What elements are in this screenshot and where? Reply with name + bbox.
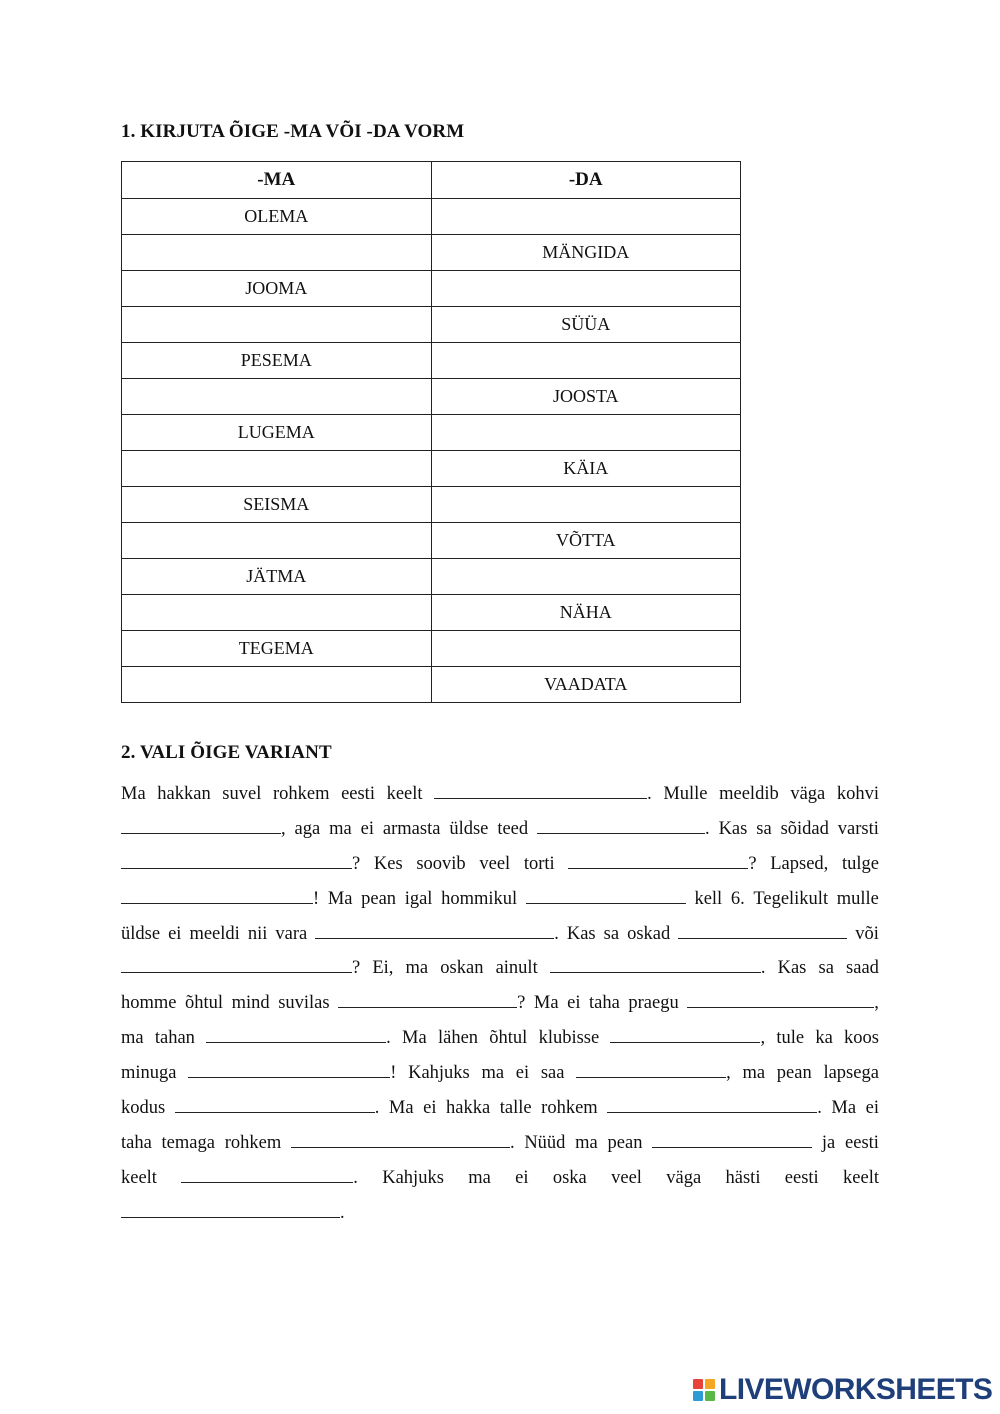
verb-cell-ma: JOOMA xyxy=(122,271,432,307)
word: hakkan xyxy=(157,784,211,804)
word: õhtul xyxy=(185,993,224,1014)
table-row xyxy=(122,667,741,703)
punctuation: ? xyxy=(748,853,757,874)
word: Ma xyxy=(533,993,559,1014)
verb-cell-ma: LUGEMA xyxy=(122,415,432,451)
logo-block-orange xyxy=(705,1379,715,1389)
text-line xyxy=(121,1196,879,1231)
word: eesti xyxy=(784,1167,819,1188)
punctuation: . xyxy=(386,1028,391,1049)
word: ei xyxy=(567,993,581,1014)
word: eesti xyxy=(845,1132,879,1153)
word: üldse xyxy=(449,818,489,839)
answer-cell-da[interactable] xyxy=(431,487,741,523)
word: eesti xyxy=(341,784,375,804)
answer-cell-ma[interactable] xyxy=(122,595,432,631)
verb-cell-ma: JÄTMA xyxy=(122,559,432,595)
verb-cell-da: MÄNGIDA xyxy=(431,235,741,271)
word: tule xyxy=(776,1028,805,1049)
answer-blank[interactable] xyxy=(576,1061,726,1078)
word: ja xyxy=(821,1132,836,1153)
answer-cell-ma[interactable] xyxy=(122,235,432,271)
word: ma xyxy=(575,1132,598,1153)
verb-cell-ma: PESEMA xyxy=(122,343,432,379)
column-header-ma: -MA xyxy=(122,162,432,199)
text-line xyxy=(121,812,879,847)
word: temaga xyxy=(161,1132,215,1153)
table-row xyxy=(122,451,741,487)
text-line xyxy=(121,882,879,917)
word: sa xyxy=(756,818,772,839)
answer-blank[interactable] xyxy=(687,991,874,1008)
text-line xyxy=(121,986,879,1021)
word: ma xyxy=(121,1028,144,1049)
verb-cell-ma: SEISMA xyxy=(122,487,432,523)
word: Ma xyxy=(388,1098,414,1119)
answer-blank[interactable] xyxy=(121,817,281,834)
logo-blocks-icon xyxy=(693,1379,715,1401)
logo-block-blue xyxy=(693,1391,703,1401)
word: taha xyxy=(121,1132,152,1153)
word: Lapsed, xyxy=(770,853,829,874)
word: oskad xyxy=(627,923,671,944)
verb-cell-da: VAADATA xyxy=(431,667,741,703)
punctuation: , xyxy=(281,818,286,839)
word: Ma xyxy=(402,1028,427,1049)
word: mind xyxy=(231,993,270,1014)
word: vara xyxy=(275,923,308,944)
word: nii xyxy=(247,923,268,944)
answer-blank[interactable] xyxy=(291,1131,510,1148)
verb-cell-ma: TEGEMA xyxy=(122,631,432,667)
verb-cell-da: JOOSTA xyxy=(431,379,741,415)
section2-title: 2. VALI ÕIGE VARIANT xyxy=(121,742,332,763)
punctuation: , xyxy=(726,1063,731,1084)
word: saa xyxy=(540,1063,565,1084)
blank-group xyxy=(568,847,756,882)
blank-group xyxy=(607,1091,822,1126)
word: Kas xyxy=(777,958,807,979)
section1-title: 1. KIRJUTA ÕIGE -MA VÕI -DA VORM xyxy=(121,121,465,142)
word: hästi xyxy=(725,1167,761,1188)
punctuation: . xyxy=(340,1202,345,1223)
liveworksheets-logo xyxy=(693,1373,992,1407)
word: väga xyxy=(790,784,826,804)
verb-forms-table xyxy=(121,161,741,703)
word: teed xyxy=(497,818,529,839)
table-row xyxy=(122,487,741,523)
word: üldse xyxy=(121,923,161,944)
answer-blank[interactable] xyxy=(188,1061,390,1078)
word: tulge xyxy=(841,853,879,874)
word: pean xyxy=(607,1132,643,1153)
blank-group xyxy=(188,1056,396,1091)
text-line xyxy=(121,951,879,986)
logo-block-green xyxy=(705,1391,715,1401)
word: Ma xyxy=(327,888,353,909)
blank-group xyxy=(291,1126,515,1161)
punctuation: ? xyxy=(352,853,361,874)
blank-group xyxy=(652,1126,812,1161)
blank-group xyxy=(121,951,360,986)
answer-cell-da[interactable] xyxy=(431,271,741,307)
answer-cell-ma[interactable] xyxy=(122,667,432,703)
word: ei xyxy=(360,818,374,839)
table-row xyxy=(122,559,741,595)
blank-group xyxy=(687,986,879,1021)
word: rohkem xyxy=(541,1098,598,1119)
word: Ma xyxy=(121,784,146,804)
table-row xyxy=(122,235,741,271)
verb-cell-da: NÄHA xyxy=(431,595,741,631)
answer-blank[interactable] xyxy=(537,817,705,834)
answer-cell-ma[interactable] xyxy=(122,307,432,343)
word: või xyxy=(855,923,879,944)
word: meeldi xyxy=(189,923,240,944)
word: lähen xyxy=(437,1028,479,1049)
fill-in-exercise xyxy=(121,777,879,1231)
answer-blank[interactable] xyxy=(434,782,647,799)
table-row xyxy=(122,343,741,379)
table-row xyxy=(122,595,741,631)
word: Kes xyxy=(373,853,403,874)
word: Ei, xyxy=(372,958,394,979)
answer-blank[interactable] xyxy=(550,956,761,973)
punctuation: , xyxy=(760,1028,766,1049)
word: ma xyxy=(468,1167,491,1188)
word: ka xyxy=(815,1028,833,1049)
word: igal xyxy=(404,888,433,909)
word: suvilas xyxy=(278,993,330,1014)
text-line xyxy=(121,1091,879,1126)
word: koos xyxy=(844,1028,879,1049)
word: kohvi xyxy=(836,784,879,804)
answer-blank[interactable] xyxy=(175,1096,375,1113)
word: sa xyxy=(818,958,834,979)
word: ma xyxy=(405,958,429,979)
answer-cell-da[interactable] xyxy=(431,343,741,379)
answer-cell-da[interactable] xyxy=(431,415,741,451)
word: lapsega xyxy=(823,1063,879,1084)
word: õhtul xyxy=(489,1028,528,1049)
answer-blank[interactable] xyxy=(678,922,847,939)
answer-blank[interactable] xyxy=(315,922,554,939)
table-row xyxy=(122,631,741,667)
blank-group xyxy=(338,986,525,1021)
punctuation: , xyxy=(874,993,879,1014)
blank-group xyxy=(121,1196,345,1231)
text-line xyxy=(121,1161,879,1196)
word: ei xyxy=(865,1098,879,1119)
blank-group xyxy=(121,812,286,847)
table-row xyxy=(122,523,741,559)
punctuation: . xyxy=(509,1132,515,1153)
word: Kahjuks xyxy=(408,1063,470,1084)
table-row xyxy=(122,307,741,343)
blank-group xyxy=(526,882,686,917)
blank-group xyxy=(537,812,710,847)
punctuation: . xyxy=(705,818,710,839)
blank-group xyxy=(315,917,559,952)
text-line xyxy=(121,1056,879,1091)
word: Kas xyxy=(566,923,596,944)
blank-group xyxy=(206,1021,391,1056)
word: meeldib xyxy=(719,784,779,804)
answer-blank[interactable] xyxy=(181,1166,353,1183)
word: homme xyxy=(121,993,177,1014)
table-row xyxy=(122,415,741,451)
word: pean xyxy=(361,888,397,909)
punctuation: ! xyxy=(390,1063,397,1084)
word: keelt xyxy=(121,1167,157,1188)
word: oska xyxy=(552,1167,587,1188)
verb-cell-da: KÄIA xyxy=(431,451,741,487)
answer-blank[interactable] xyxy=(610,1026,760,1043)
word: armasta xyxy=(382,818,441,839)
word: suvel xyxy=(222,784,262,804)
word: Kas xyxy=(718,818,748,839)
text-line xyxy=(121,777,879,812)
word: kodus xyxy=(121,1098,166,1119)
answer-blank[interactable] xyxy=(121,1201,340,1218)
verb-cell-da: VÕTTA xyxy=(431,523,741,559)
punctuation: . xyxy=(353,1167,358,1188)
word: ma xyxy=(742,1063,766,1084)
word: ei xyxy=(423,1098,437,1119)
word: praegu xyxy=(628,993,679,1014)
punctuation: . xyxy=(760,958,766,979)
word: sõidad xyxy=(780,818,829,839)
punctuation: ? xyxy=(352,958,361,979)
answer-blank[interactable] xyxy=(652,1131,812,1148)
table-row xyxy=(122,379,741,415)
word: saad xyxy=(846,958,879,979)
word: talle xyxy=(499,1098,532,1119)
word: rohkem xyxy=(224,1132,282,1153)
punctuation: ! xyxy=(313,888,320,909)
answer-cell-da[interactable] xyxy=(431,199,741,235)
answer-blank[interactable] xyxy=(206,1026,386,1043)
blank-group xyxy=(576,1056,731,1091)
word: 6. xyxy=(730,888,745,909)
blank-group xyxy=(121,847,360,882)
word: oskan xyxy=(440,958,484,979)
word: aga xyxy=(294,818,321,839)
answer-cell-ma[interactable] xyxy=(122,523,432,559)
table-row xyxy=(122,199,741,235)
word: keelt xyxy=(843,1167,879,1188)
punctuation: . xyxy=(647,784,652,804)
punctuation: ? xyxy=(517,993,526,1014)
table-header-row xyxy=(122,162,741,199)
word: hakka xyxy=(446,1098,491,1119)
word: ei xyxy=(515,1167,529,1188)
word: rohkem xyxy=(272,784,330,804)
text-line xyxy=(121,917,879,952)
verb-cell-ma: OLEMA xyxy=(122,199,432,235)
verb-cell-da: SÜÜA xyxy=(431,307,741,343)
word: Tegelikult xyxy=(753,888,829,909)
answer-blank[interactable] xyxy=(607,1096,817,1113)
blank-group xyxy=(434,777,652,812)
blank-group xyxy=(610,1021,765,1056)
word: mulle xyxy=(836,888,879,909)
word: Ma xyxy=(831,1098,857,1119)
word: keelt xyxy=(386,784,423,804)
answer-blank[interactable] xyxy=(121,852,352,869)
word: minuga xyxy=(121,1063,177,1084)
word: varsti xyxy=(837,818,879,839)
word: taha xyxy=(589,993,620,1014)
answer-blank[interactable] xyxy=(121,956,352,973)
answer-cell-ma[interactable] xyxy=(122,451,432,487)
text-line xyxy=(121,1126,879,1161)
word: kell xyxy=(694,888,723,909)
word: soovib xyxy=(416,853,466,874)
word: torti xyxy=(523,853,555,874)
blank-group xyxy=(175,1091,380,1126)
punctuation: . xyxy=(374,1098,380,1119)
word: klubisse xyxy=(538,1028,600,1049)
answer-cell-da[interactable] xyxy=(431,631,741,667)
table-row xyxy=(122,271,741,307)
answer-blank[interactable] xyxy=(526,887,686,904)
blank-group xyxy=(181,1161,358,1196)
answer-blank[interactable] xyxy=(338,991,517,1008)
answer-blank[interactable] xyxy=(568,852,748,869)
blank-group xyxy=(121,882,319,917)
word: Kahjuks xyxy=(382,1167,444,1188)
word: tahan xyxy=(154,1028,195,1049)
logo-text: LIVEWORKSHEETS xyxy=(719,1373,993,1406)
text-line xyxy=(121,1021,879,1056)
punctuation: . xyxy=(554,923,559,944)
answer-cell-da[interactable] xyxy=(431,559,741,595)
word: ainult xyxy=(495,958,538,979)
word: sa xyxy=(603,923,620,944)
answer-blank[interactable] xyxy=(121,887,313,904)
word: ma xyxy=(481,1063,505,1084)
word: Nüüd xyxy=(524,1132,566,1153)
column-header-da: -DA xyxy=(431,162,741,199)
text-line xyxy=(121,847,879,882)
word: pean xyxy=(776,1063,812,1084)
word: väga xyxy=(666,1167,702,1188)
punctuation: . xyxy=(817,1098,822,1119)
logo-block-red xyxy=(693,1379,703,1389)
word: hommikul xyxy=(441,888,518,909)
blank-group xyxy=(678,917,847,952)
word: veel xyxy=(479,853,511,874)
word: ei xyxy=(515,1063,530,1084)
word: veel xyxy=(611,1167,642,1188)
word: ma xyxy=(329,818,352,839)
answer-cell-ma[interactable] xyxy=(122,379,432,415)
blank-group xyxy=(550,951,766,986)
word: ei xyxy=(168,923,182,944)
word: Mulle xyxy=(663,784,708,804)
